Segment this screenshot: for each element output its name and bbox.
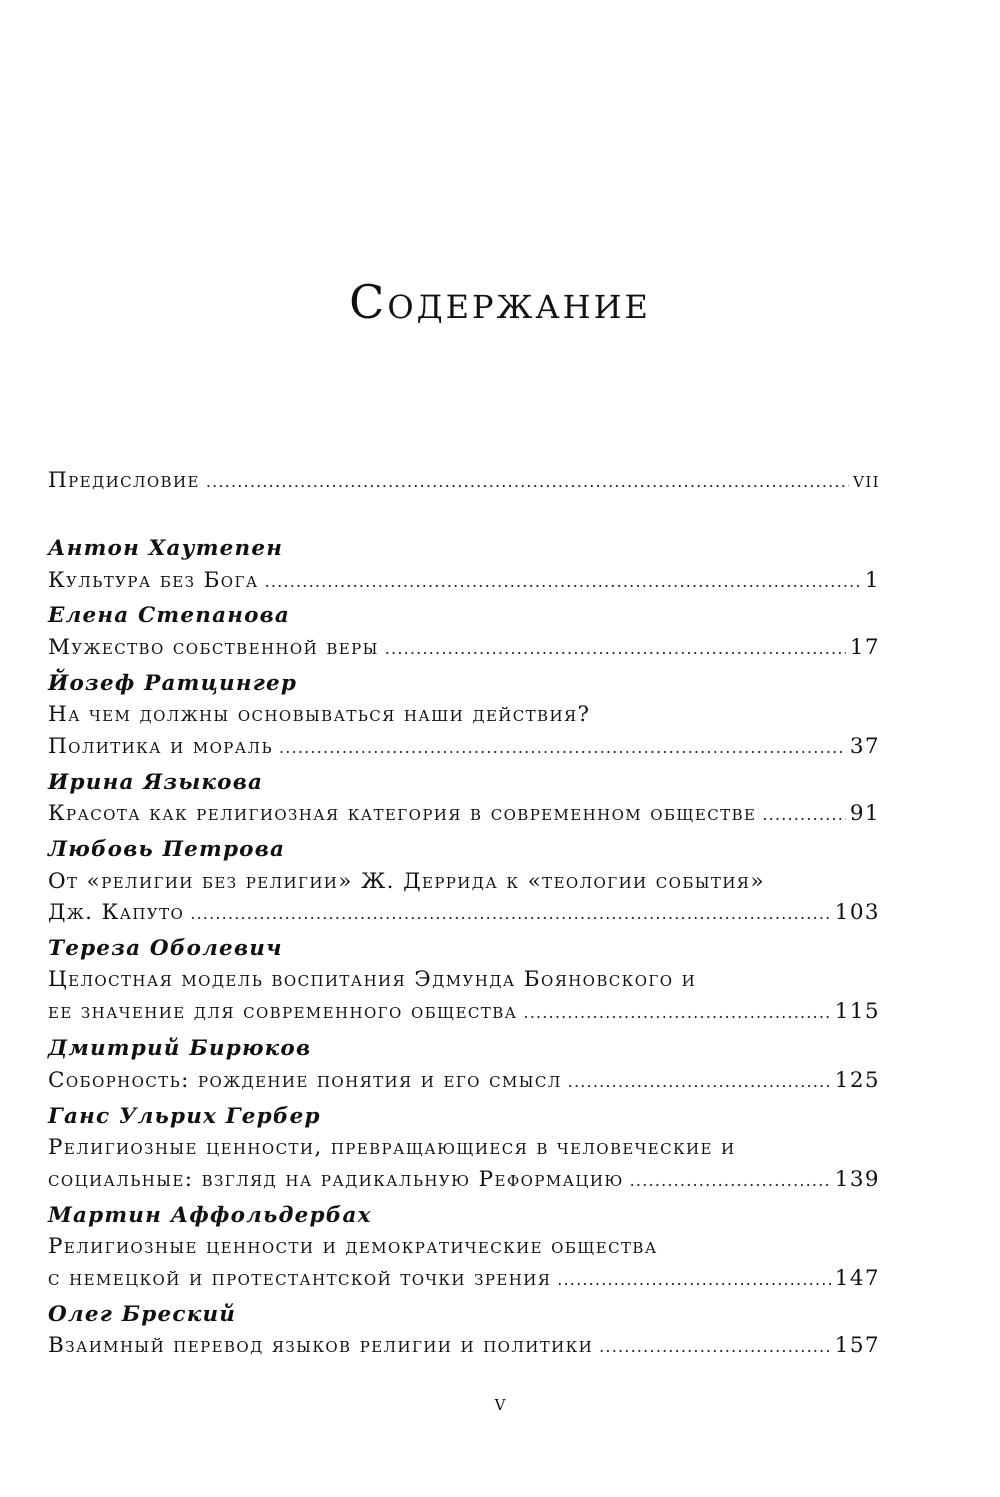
entry-title: Религиозные ценности и демократические общества bbox=[48, 1234, 658, 1259]
page-number: 147 bbox=[834, 1266, 880, 1291]
entry-author: Олег Бреский bbox=[48, 1302, 237, 1327]
entry-title: Культура без Бога bbox=[48, 568, 259, 593]
page-number: 125 bbox=[834, 1068, 880, 1093]
toc-entry-line bbox=[48, 798, 880, 830]
toc-entry-line bbox=[48, 565, 880, 597]
page-number: 157 bbox=[834, 1333, 880, 1358]
entry-title: ее значение для современного общества bbox=[48, 999, 518, 1024]
page-number: 37 bbox=[849, 734, 880, 759]
page-number: 103 bbox=[834, 900, 880, 925]
entry-author: Йозеф Ратцингер bbox=[48, 671, 298, 696]
page-number: 139 bbox=[834, 1167, 880, 1192]
entry-title: Соборность: рождение понятия и его смысл bbox=[48, 1068, 562, 1093]
toc-entry-line bbox=[48, 964, 880, 996]
entry-title: На чем должны основываться наши действия? bbox=[48, 702, 591, 727]
entry-author: Мартин Аффольдербах bbox=[48, 1203, 372, 1228]
toc-entry-line bbox=[48, 1263, 880, 1295]
toc-entry-line bbox=[48, 1065, 880, 1097]
toc-entry-line bbox=[48, 996, 880, 1028]
toc-entry-line bbox=[48, 1231, 880, 1263]
toc-entry-line bbox=[48, 632, 880, 664]
toc-entry-line bbox=[48, 866, 880, 898]
entry-author: Елена Степанова bbox=[48, 603, 291, 628]
entry-title: От «религии без религии» Ж. Деррида к «теологии события» bbox=[48, 869, 765, 894]
entry-title: Целостная модель воспитания Эдмунда Бояновского и bbox=[48, 967, 697, 992]
leader-dots bbox=[762, 799, 845, 831]
entry-title: Мужество собственной веры bbox=[48, 635, 379, 660]
leader-dots bbox=[206, 466, 849, 498]
page-number: 17 bbox=[849, 635, 880, 660]
leader-dots bbox=[599, 1331, 831, 1363]
entry-title: Политика и мораль bbox=[48, 734, 273, 759]
toc-preface bbox=[48, 465, 880, 497]
entry-title: Взаимный перевод языков религии и политики bbox=[48, 1333, 594, 1358]
leader-dots bbox=[190, 898, 831, 930]
toc-entry-line bbox=[48, 1132, 880, 1164]
page-number: 115 bbox=[834, 999, 880, 1024]
entry-author: Ирина Языкова bbox=[48, 770, 264, 795]
leader-dots bbox=[523, 997, 830, 1029]
entry-author: Антон Хаутепен bbox=[48, 536, 284, 561]
entry-author: Любовь Петрова bbox=[48, 837, 286, 862]
entry-author: Ганс Ульрих Гербер bbox=[48, 1104, 321, 1129]
leader-dots bbox=[557, 1264, 831, 1296]
page-number: 1 bbox=[864, 568, 880, 593]
entry-title: Красота как религиозная категория в современном обществе bbox=[48, 801, 757, 826]
leader-dots bbox=[385, 633, 846, 665]
toc-preface-label: Предисловие bbox=[48, 468, 200, 493]
toc-entry-line bbox=[48, 1164, 880, 1196]
toc-entry-line bbox=[48, 699, 880, 731]
page-folio: v bbox=[494, 1391, 506, 1415]
entry-title: социальные: взгляд на радикальную Реформацию bbox=[48, 1167, 624, 1192]
entry-author: Тереза Оболевич bbox=[48, 936, 283, 961]
entry-title: Религиозные ценности, превращающиеся в человеческие и bbox=[48, 1135, 736, 1160]
toc-entry-line bbox=[48, 731, 880, 763]
page-title: Содержание bbox=[349, 275, 651, 329]
entry-title: с немецкой и протестантской точки зрения bbox=[48, 1266, 552, 1291]
leader-dots bbox=[630, 1165, 831, 1197]
page-number: 91 bbox=[849, 801, 880, 826]
entry-author: Дмитрий Бирюков bbox=[48, 1036, 312, 1061]
toc-entry-line bbox=[48, 1330, 880, 1362]
page-number: vii bbox=[853, 468, 880, 493]
leader-dots bbox=[279, 732, 846, 764]
leader-dots bbox=[265, 566, 861, 598]
entry-title: Дж. Капуто bbox=[48, 900, 185, 925]
toc-entry-line bbox=[48, 897, 880, 929]
leader-dots bbox=[568, 1066, 831, 1098]
